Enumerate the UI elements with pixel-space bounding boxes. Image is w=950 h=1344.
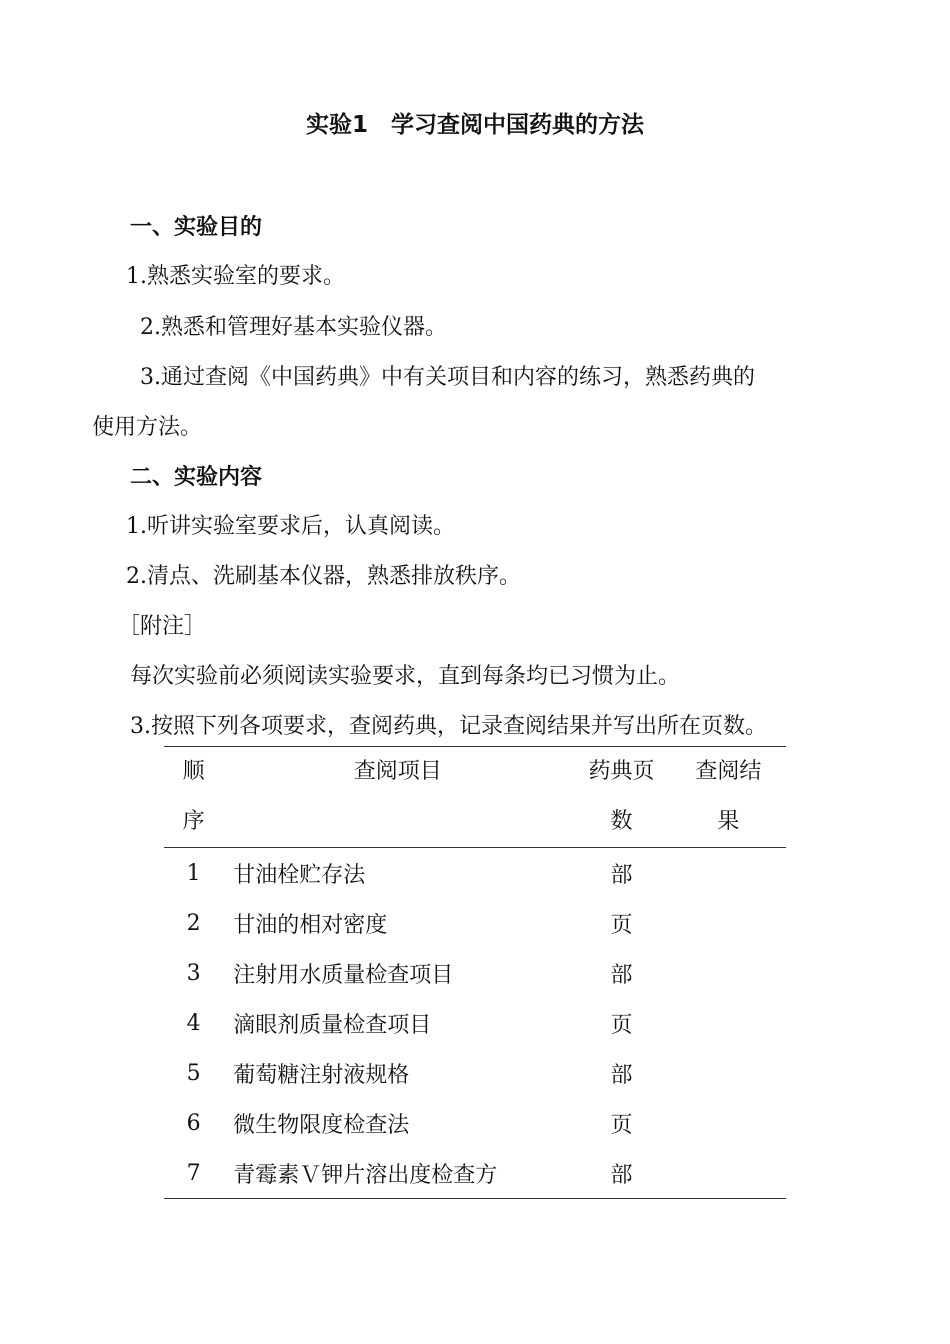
row-result [671, 1148, 786, 1199]
row-result [671, 998, 786, 1048]
row-item: 注射用水质量检查项目 [233, 962, 454, 988]
purpose-item-2: 2.熟悉和管理好基本实验仪器。 [140, 315, 447, 340]
note-text: 每次实验前必须阅读实验要求，直到每条均已习惯为止。 [130, 664, 681, 689]
row-item: 滴眼剂质量检查项目 [233, 1012, 432, 1038]
row-item: 微生物限度检查法 [233, 1112, 410, 1138]
lookup-table [164, 746, 786, 1199]
table-row [164, 898, 786, 948]
table-header-row [164, 747, 786, 848]
row-page: 部 [610, 862, 633, 888]
purpose-item-1: 1.熟悉实验室的要求。 [126, 264, 345, 289]
row-page: 页 [610, 912, 633, 938]
row-result [671, 948, 786, 998]
row-item: 甘油栓贮存法 [233, 862, 366, 888]
row-result [671, 1048, 786, 1098]
row-page: 部 [610, 962, 633, 988]
row-item: 葡萄糖注射液规格 [233, 1062, 410, 1088]
row-number: 4 [186, 1010, 201, 1036]
row-item: 青霉素Ｖ钾片溶出度检查方 [233, 1162, 498, 1188]
row-page: 部 [610, 1062, 633, 1088]
row-number: 6 [186, 1110, 201, 1136]
row-page: 部 [610, 1162, 633, 1188]
row-page: 页 [610, 1112, 633, 1138]
table-row [164, 1098, 786, 1148]
table-row [164, 848, 786, 899]
row-number: 3 [186, 960, 201, 986]
content-item-3: 3.按照下列各项要求，查阅药典，记录查阅结果并写出所在页数。 [130, 714, 767, 739]
header-order: 顺 序 [182, 759, 205, 834]
header-result: 查阅结 果 [695, 759, 762, 834]
header-page: 药典页 数 [588, 759, 655, 834]
row-item: 甘油的相对密度 [233, 912, 388, 938]
row-number: 7 [186, 1160, 201, 1186]
row-result [671, 1098, 786, 1148]
purpose-item-3: 3.通过查阅《中国药典》中有关项目和内容的练习，熟悉药典的 [140, 365, 755, 390]
row-number: 5 [186, 1060, 201, 1086]
row-number: 1 [186, 860, 201, 886]
table-row [164, 998, 786, 1048]
section-heading-purpose: 一、实验目的 [130, 215, 263, 240]
purpose-item-3-continuation: 使用方法。 [92, 415, 203, 440]
table-row [164, 948, 786, 998]
row-result [671, 898, 786, 948]
note-label: ［附注］ [118, 614, 207, 639]
table-row [164, 1048, 786, 1098]
header-item: 查阅项目 [353, 759, 442, 784]
row-result [671, 848, 786, 899]
table-row [164, 1148, 786, 1199]
page-title: 实验1 学习查阅中国药典的方法 [305, 112, 644, 138]
content-item-2: 2.清点、洗刷基本仪器，熟悉排放秩序。 [126, 564, 521, 589]
section-heading-content: 二、实验内容 [130, 465, 263, 490]
row-number: 2 [186, 910, 201, 936]
content-item-1: 1.听讲实验室要求后，认真阅读。 [126, 514, 455, 539]
row-page: 页 [610, 1012, 633, 1038]
